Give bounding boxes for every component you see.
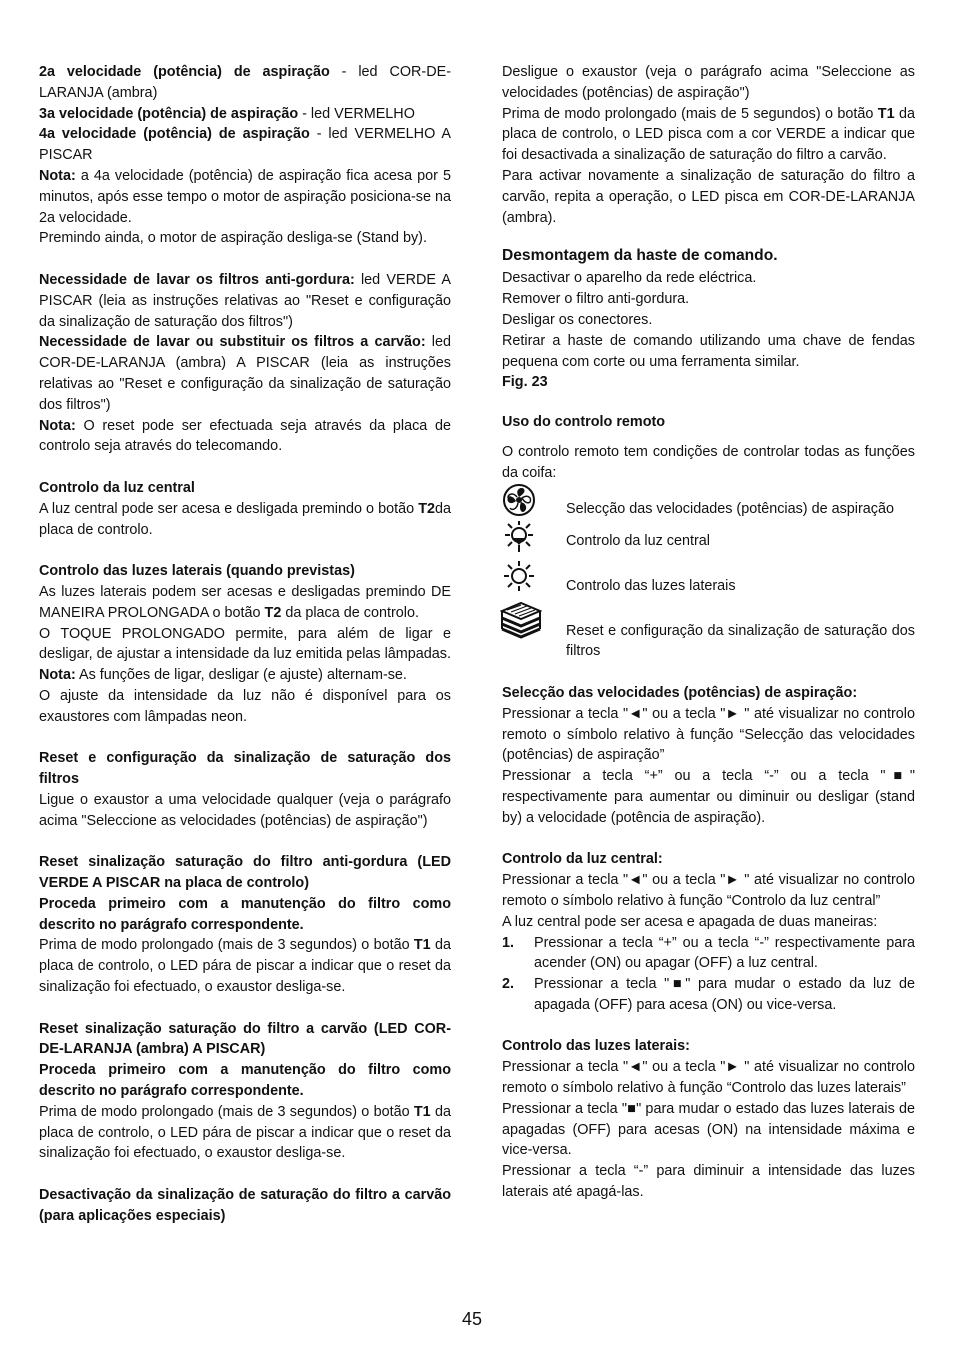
list-item (502, 974, 915, 1016)
remote-function-side-lights (502, 559, 915, 599)
dismount-heading: Desmontagem da haste de comando. (502, 247, 778, 265)
carbon-reset-heading: Reset sinalização saturação do filtro a carvão (LED COR-DE-LARANJA (ambra) A PISCAR) (39, 1020, 451, 1058)
grease-reset-proceed: Proceda primeiro com a manutenção do filtro como descrito no parágrafo correspondente. (39, 895, 451, 933)
note-reset (39, 416, 451, 458)
list-text: Pressionar a tecla “+” ou a tecla “-” respectivamente para acender (ON) ou apagar (OFF) a luz central. (534, 934, 915, 972)
button-ref-t2: T2 (418, 500, 435, 517)
carbon-label: Necessidade de lavar ou substituir os filtros a carvão: (39, 334, 426, 351)
speed3-label: 3a velocidade (potência) de aspiração (39, 105, 299, 122)
right-column (502, 62, 915, 1203)
filter-layers-icon (500, 601, 540, 637)
remote-heading: Uso do controlo remoto (502, 414, 666, 431)
side-lights-heading: Controlo das luzes laterais (quando previstas) (39, 563, 355, 580)
side-lights-icon (500, 559, 540, 595)
reset-text: Ligue o exaustor a uma velocidade qualquer (veja o parágrafo acima "Seleccione as velocidades (potências) de aspiração") (39, 791, 451, 829)
list-item (502, 933, 915, 975)
speed2-led: - led COR-DE-LARANJA (ambra) (39, 64, 451, 101)
speed2-label: 2a velocidade (potência) de aspiração (39, 64, 330, 80)
remote-function-filter-reset (502, 601, 915, 663)
speed4-led: - led VERMELHO A PISCAR (39, 126, 451, 164)
text-part: da placa de controlo, o LED pisca com a cor VERDE a indicar que foi desactivada a sinalização de saturação do filtro a carvão. (502, 105, 915, 164)
dismount-step-1: Desactivar o aparelho da rede eléctrica. (502, 270, 757, 287)
page-number: 45 (462, 1309, 483, 1329)
text-part: Prima de modo prolongado (mais de 3 segundos) o botão (39, 937, 414, 954)
text-part: da placa de controlo, o LED pára de piscar a indicar que o reset da sinalização foi efectuado, o exaustor desliga-se. (39, 937, 451, 996)
grease-reset-heading: Reset sinalização saturação do filtro anti-gordura (LED VERDE A PISCAR na placa de controlo) (39, 854, 451, 892)
note-label: Nota: (39, 667, 76, 684)
central-light-text (39, 499, 451, 541)
button-ref-t1: T1 (413, 1103, 431, 1120)
figure-ref: Fig. 23 (502, 374, 548, 391)
text-part: da placa de controlo, o LED pára de piscar a indicar que o reset da sinalização foi efectuado, o exaustor desliga-se. (39, 1103, 451, 1162)
carbon-filters (39, 332, 451, 415)
central-light-remote-text-2: A luz central pode ser acesa e apagada de duas maneiras: (502, 913, 878, 930)
speed4-line (39, 124, 451, 166)
long-touch-text: O TOQUE PROLONGADO permite, para além de ligar e desligar, de ajustar a intensidade da luz emitida pelas lâmpadas. (39, 625, 451, 663)
deactivation-text-3: Para activar novamente a sinalização de saturação do filtro a carvão, repita a operação, o LED pisca em COR-DE-LARANJA (ambra). (502, 167, 915, 226)
left-column (39, 62, 451, 1227)
carbon-reset-text (39, 1102, 451, 1164)
remote-function-central-light (502, 521, 915, 553)
carbon-text: led COR-DE-LARANJA (ambra) A PISCAR (leia as instruções relativas ao "Reset e configuração da sinalização de saturação dos filtros") (39, 334, 452, 413)
note-text: As funções de ligar, desligar (e ajuste) alternam-se. (75, 667, 407, 684)
central-light-label: Controlo da luz central (566, 532, 710, 549)
wash-label: Necessidade de lavar os filtros anti-gordura: (39, 271, 355, 288)
deactivation-text-2 (502, 104, 915, 166)
wash-grease-filters (39, 270, 451, 332)
side-lights-label: Controlo das luzes laterais (566, 577, 736, 594)
carbon-reset-proceed: Proceda primeiro com a manutenção do filtro como descrito no parágrafo correspondente. (39, 1062, 451, 1100)
wash-text: led VERDE A PISCAR (leia as instruções relativas ao "Reset e configuração da sinalização de saturação dos filtros") (39, 271, 451, 330)
speed2-line (39, 62, 451, 104)
neon-text: O ajuste da intensidade da luz não é disponível para os exaustores com lâmpadas neon. (39, 687, 451, 725)
side-lights-remote-text-1: Pressionar a tecla "◄" ou a tecla "► " até visualizar no controlo remoto o símbolo relativo à função “Controlo das luzes laterais” (502, 1059, 915, 1097)
speed3-line (39, 104, 451, 125)
fan-icon (500, 484, 540, 520)
side-lights-text (39, 582, 451, 624)
button-ref-t1: T1 (413, 937, 431, 954)
note-text: O reset pode ser efectuada seja através da placa de controlo seja através do telecomando. (39, 417, 451, 455)
speed3-led: - led VERMELHO (298, 105, 415, 122)
filter-reset-label: Reset e configuração da sinalização de saturação dos filtros (566, 622, 915, 660)
text-part: As luzes laterais podem ser acesas e desligadas premindo DE MANEIRA PROLONGADA o botão (39, 583, 451, 621)
text-part: Prima de modo prolongado (mais de 5 segundos) o botão (502, 105, 878, 122)
dismount-step-3: Desligar os conectores. (502, 311, 653, 328)
fan-label: Selecção das velocidades (potências) de aspiração (566, 500, 894, 517)
text-part: da placa de controlo. (39, 500, 451, 538)
remote-intro: O controlo remoto tem condições de controlar todas as funções da coifa: (502, 443, 915, 481)
side-lights-remote-text-2: Pressionar a tecla "■" para mudar o estado das luzes laterais de apagadas (OFF) para acesas (ON) na intensidade máxima e vice-versa. (502, 1100, 915, 1159)
central-light-remote-heading: Controlo da luz central: (502, 851, 663, 868)
side-lights-remote-heading: Controlo das luzes laterais: (502, 1038, 690, 1055)
central-light-remote-text-1: Pressionar a tecla "◄" ou a tecla "► " até visualizar no controlo remoto o símbolo relativo à função “Controlo da luz central” (502, 872, 915, 909)
list-text: Pressionar a tecla "■" para mudar o estado da luz de apagada (OFF) para acesa (ON) ou vice-versa. (534, 976, 915, 1013)
standby-text: Premindo ainda, o motor de aspiração desliga-se (Stand by). (39, 230, 427, 247)
dismount-step-2: Remover o filtro anti-gordura. (502, 291, 690, 308)
central-light-icon (500, 521, 540, 557)
note-label: Nota: (39, 167, 76, 184)
list-number: 2. (502, 976, 515, 993)
speed4-label: 4a velocidade (potência) de aspiração (39, 126, 310, 143)
button-ref-t2: T2 (264, 604, 282, 621)
side-lights-remote-text-3: Pressionar a tecla “-” para diminuir a intensidade das luzes laterais até apagá-las. (502, 1163, 915, 1201)
dismount-step-4: Retirar a haste de comando utilizando uma chave de fendas pequena com corte ou uma ferramenta similar. (502, 332, 915, 370)
note-label: Nota: (39, 417, 76, 434)
note-alternate (39, 665, 451, 686)
button-ref-t1: T1 (877, 105, 895, 122)
deactivation-text-1: Desligue o exaustor (veja o parágrafo acima "Seleccione as velocidades (potências) de aspiração") (502, 64, 915, 101)
note-text: a 4a velocidade (potência) de aspiração fica acesa por 5 minutos, após esse tempo o motor de aspiração posiciona-se na 2a velocidade. (39, 167, 451, 226)
text-part: da placa de controlo. (281, 604, 419, 621)
reset-heading: Reset e configuração da sinalização de saturação dos filtros (39, 750, 451, 788)
central-light-heading: Controlo da luz central (39, 479, 195, 496)
speed-selection-heading: Selecção das velocidades (potências) de aspiração: (502, 684, 858, 701)
list-number: 1. (502, 934, 515, 951)
text-part: A luz central pode ser acesa e desligada premindo o botão (39, 500, 419, 517)
remote-function-fan (502, 484, 915, 516)
note-speed4 (39, 166, 451, 228)
speed-selection-text-2: Pressionar a tecla “+” ou a tecla “-” ou a tecla "■" respectivamente para aumentar ou diminuir ou desligar (stand by) a velocidade (potência de aspiração). (502, 768, 915, 826)
deactivation-heading: Desactivação da sinalização de saturação do filtro a carvão (para aplicações especiais) (39, 1187, 451, 1224)
speed-selection-text-1: Pressionar a tecla "◄" ou a tecla "► " até visualizar no controlo remoto o símbolo relativo à função “Selecção das velocidades (potências) de aspiração” (502, 705, 915, 764)
text-part: Prima de modo prolongado (mais de 3 segundos) o botão (39, 1103, 414, 1120)
grease-reset-text (39, 935, 451, 997)
